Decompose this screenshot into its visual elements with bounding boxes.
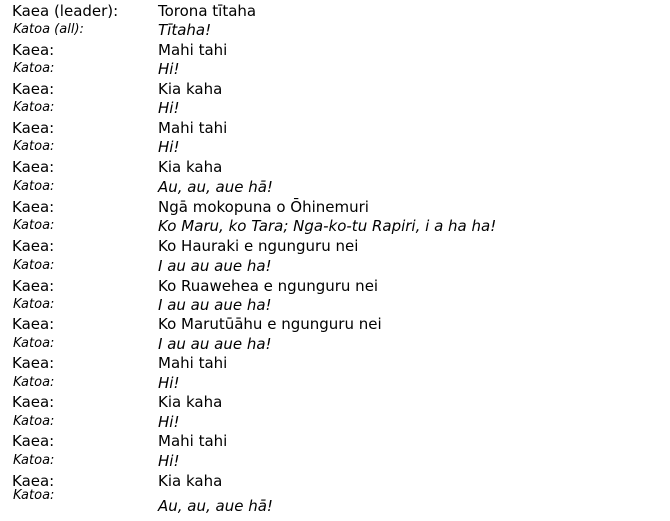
- speaker-label: Kaea:: [12, 393, 55, 411]
- chant-line: Kia kaha: [158, 472, 223, 490]
- chant-row-response: [0, 137, 670, 157]
- speaker-label: Kaea:: [12, 119, 55, 137]
- response-line: Ko Maru, ko Tara; Nga-ko-tu Rapiri, i a ha ha!: [158, 217, 497, 235]
- response-line: Hi!: [158, 60, 180, 78]
- speaker-label: Kaea:: [12, 472, 55, 490]
- chant-row-response: [0, 486, 670, 515]
- chant-row-response: [0, 98, 670, 118]
- speaker-label: Katoa:: [13, 179, 55, 194]
- chant-line: Kia kaha: [158, 393, 223, 411]
- chant-row-leader: [0, 197, 670, 217]
- speaker-label: Kaea:: [12, 277, 55, 295]
- chant-row-leader: [0, 353, 670, 373]
- chant-line: Kia kaha: [158, 158, 223, 176]
- chant-line: Mahi tahi: [158, 354, 228, 372]
- chant-line: Mahi tahi: [158, 432, 228, 450]
- chant-row-leader: [0, 236, 670, 256]
- response-line: Hi!: [158, 374, 180, 392]
- chant-row-leader: [0, 314, 670, 334]
- chant-row-response: [0, 177, 670, 197]
- speaker-label: Kaea:: [12, 41, 55, 59]
- speaker-label: Katoa:: [13, 258, 55, 273]
- speaker-label: Kaea:: [12, 237, 55, 255]
- response-line: I au au aue ha!: [158, 335, 272, 353]
- chant-row-response: [0, 295, 670, 315]
- chant-row-leader: [0, 1, 670, 21]
- speaker-label: Katoa:: [13, 414, 55, 429]
- speaker-label: Katoa:: [13, 218, 55, 233]
- chant-row-leader: [0, 276, 670, 296]
- speaker-label: Katoa (all):: [13, 22, 84, 37]
- speaker-label: Katoa:: [13, 100, 55, 115]
- chant-line: Torona tītaha: [158, 2, 257, 20]
- response-line: Hi!: [158, 413, 180, 431]
- speaker-label: Katoa:: [13, 61, 55, 76]
- chant-line: Kia kaha: [158, 80, 223, 98]
- speaker-label: Kaea:: [12, 198, 55, 216]
- chant-line: Ko Marutūāhu e ngunguru nei: [158, 315, 382, 333]
- chant-line: Ngā mokopuna o Ōhinemuri: [158, 198, 369, 216]
- response-line: Au, au, aue hā!: [158, 178, 273, 196]
- chant-row-response: [0, 216, 670, 236]
- chant-row-response: [0, 412, 670, 432]
- chant-line: Ko Ruawehea e ngunguru nei: [158, 277, 379, 295]
- chant-row-leader: [0, 392, 670, 412]
- chant-row-response: [0, 451, 670, 471]
- speaker-label: Katoa:: [13, 139, 55, 154]
- speaker-label: Katoa:: [13, 297, 55, 312]
- response-line: Hi!: [158, 138, 180, 156]
- speaker-label: Kaea:: [12, 80, 55, 98]
- speaker-label: Katoa:: [13, 488, 55, 503]
- speaker-label: Katoa:: [13, 375, 55, 390]
- response-line: Tītaha!: [158, 21, 212, 39]
- speaker-label: Kaea:: [12, 354, 55, 372]
- speaker-label: Kaea:: [12, 315, 55, 333]
- chant-row-response: [0, 59, 670, 79]
- chant-row-response: [0, 334, 670, 354]
- response-line: I au au aue ha!: [158, 257, 272, 275]
- response-line: Au, au, aue hā!: [158, 497, 273, 515]
- response-line: Hi!: [158, 99, 180, 117]
- response-line: Hi!: [158, 452, 180, 470]
- chant-row-leader: [0, 79, 670, 99]
- speaker-label: Katoa:: [13, 336, 55, 351]
- chant-line: Ko Hauraki e ngunguru nei: [158, 237, 359, 255]
- chant-row-leader: [0, 431, 670, 451]
- speaker-label: Kaea:: [12, 432, 55, 450]
- chant-row-leader: [0, 118, 670, 138]
- chant-line: Mahi tahi: [158, 41, 228, 59]
- chant-row-leader: [0, 157, 670, 177]
- speaker-label: Kaea:: [12, 158, 55, 176]
- chant-row-response: [0, 20, 670, 40]
- speaker-label: Katoa:: [13, 453, 55, 468]
- chant-row-response: [0, 373, 670, 393]
- speaker-label: Kaea (leader):: [12, 2, 119, 20]
- chant-line: Mahi tahi: [158, 119, 228, 137]
- chant-row-leader: [0, 40, 670, 60]
- chant-row-response: [0, 256, 670, 276]
- response-line: I au au aue ha!: [158, 296, 272, 314]
